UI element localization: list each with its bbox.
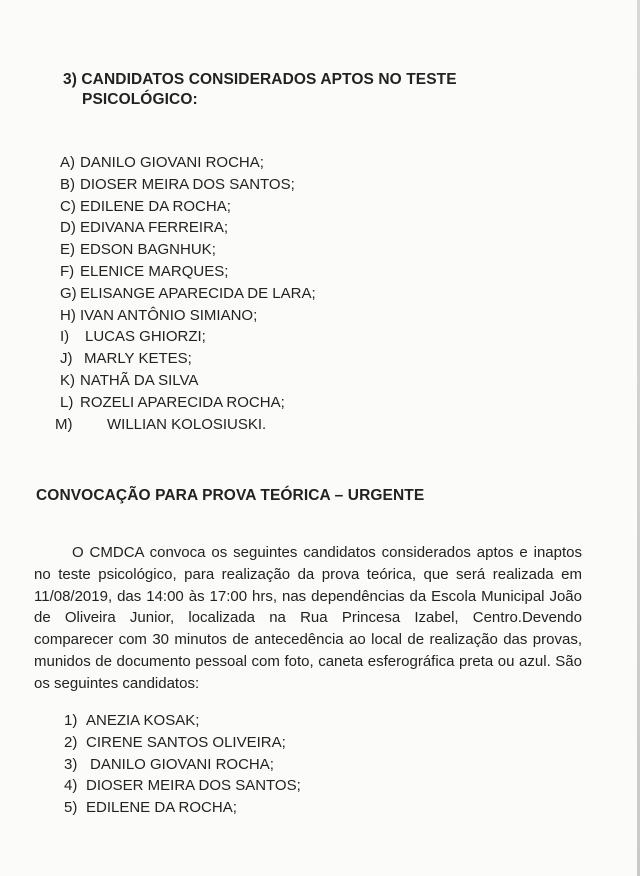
list-item bbox=[64, 710, 301, 732]
section-title-line1: 3) CANDIDATOS CONSIDERADOS APTOS NO TESTE bbox=[63, 71, 457, 88]
candidate-name: ELISANGE APARECIDA DE LARA; bbox=[80, 284, 316, 302]
list-item bbox=[60, 326, 316, 348]
list-item bbox=[60, 174, 316, 196]
list-item bbox=[60, 348, 316, 370]
candidate-name: LUCAS GHIORZI; bbox=[85, 328, 206, 346]
candidate-name: ROZELI APARECIDA ROCHA; bbox=[80, 393, 285, 411]
candidate-name: NATHÃ DA SILVA bbox=[80, 371, 199, 389]
list-item bbox=[60, 305, 316, 327]
list-marker: 2) bbox=[64, 733, 78, 751]
candidate-name: WILLIAN KOLOSIUSKI. bbox=[107, 415, 267, 433]
list-marker: 4) bbox=[64, 777, 78, 795]
convocation-paragraph: O CMDCA convoca os seguintes candidatos considerados aptos e inaptos no teste psicológico, para realização da prova teórica, que será realizada em 11/08/2019, das 14:00 às 17:00 hrs, nas dependências da Escola Municipal João de Oliveira Junior, localizada na Rua Princesa Izabel, Centro.Devendo comparecer com 30 minutos de antecedência ao local de realização das provas, munidos de documento pessoal com foto, caneta esferográfica preta ou azul. São os seguintes candidatos: bbox=[34, 544, 582, 692]
list-marker: L) bbox=[60, 393, 74, 411]
list-marker: F) bbox=[60, 262, 75, 280]
section-title-aptos bbox=[63, 70, 543, 110]
aptos-candidate-list bbox=[55, 152, 316, 435]
candidate-name: ELENICE MARQUES; bbox=[80, 262, 229, 280]
list-marker: I) bbox=[60, 328, 70, 346]
candidate-name: EDILENE DA ROCHA; bbox=[80, 197, 231, 215]
list-item bbox=[64, 732, 301, 754]
candidate-name: EDSON BAGNHUK; bbox=[80, 241, 216, 259]
list-marker: C) bbox=[60, 197, 76, 215]
candidate-name: DANILO GIOVANI ROCHA; bbox=[90, 755, 274, 773]
list-marker: A) bbox=[60, 154, 75, 171]
list-marker: D) bbox=[60, 219, 76, 237]
list-item bbox=[60, 217, 316, 239]
section-title-line2: PSICOLÓGICO: bbox=[82, 91, 198, 108]
list-item bbox=[64, 797, 301, 819]
list-item bbox=[60, 239, 316, 261]
candidate-name: EDILENE DA ROCHA; bbox=[86, 799, 237, 817]
list-marker: G) bbox=[60, 284, 77, 302]
list-marker: 5) bbox=[64, 799, 78, 817]
list-marker: H) bbox=[60, 306, 76, 324]
candidate-name: CIRENE SANTOS OLIVEIRA; bbox=[86, 733, 286, 751]
section-title-convocacao: CONVOCAÇÃO PARA PROVA TEÓRICA – URGENTE bbox=[36, 487, 425, 504]
list-item bbox=[60, 261, 316, 283]
candidate-name: EDIVANA FERREIRA; bbox=[80, 219, 229, 237]
list-marker: M) bbox=[55, 415, 73, 433]
list-item bbox=[64, 754, 301, 776]
list-item bbox=[60, 196, 316, 218]
candidate-name: ANEZIA KOSAK; bbox=[86, 712, 200, 729]
candidate-name: IVAN ANTÔNIO SIMIANO; bbox=[80, 306, 258, 324]
list-marker: K) bbox=[60, 371, 75, 389]
list-marker: E) bbox=[60, 241, 75, 259]
candidate-name: DIOSER MEIRA DOS SANTOS; bbox=[86, 777, 301, 795]
list-item bbox=[60, 370, 316, 392]
list-marker: 3) bbox=[64, 755, 78, 773]
list-marker: J) bbox=[60, 350, 73, 368]
list-item bbox=[64, 775, 301, 797]
convocation-candidate-list bbox=[64, 710, 301, 819]
list-marker: 1) bbox=[64, 712, 78, 729]
candidate-name: DANILO GIOVANI ROCHA; bbox=[80, 154, 264, 171]
list-item bbox=[60, 392, 316, 414]
list-item bbox=[60, 283, 316, 305]
candidate-name: MARLY KETES; bbox=[84, 350, 192, 368]
candidate-name: DIOSER MEIRA DOS SANTOS; bbox=[80, 175, 295, 193]
list-marker: B) bbox=[60, 175, 75, 193]
list-item bbox=[55, 414, 316, 436]
list-item bbox=[60, 152, 316, 174]
